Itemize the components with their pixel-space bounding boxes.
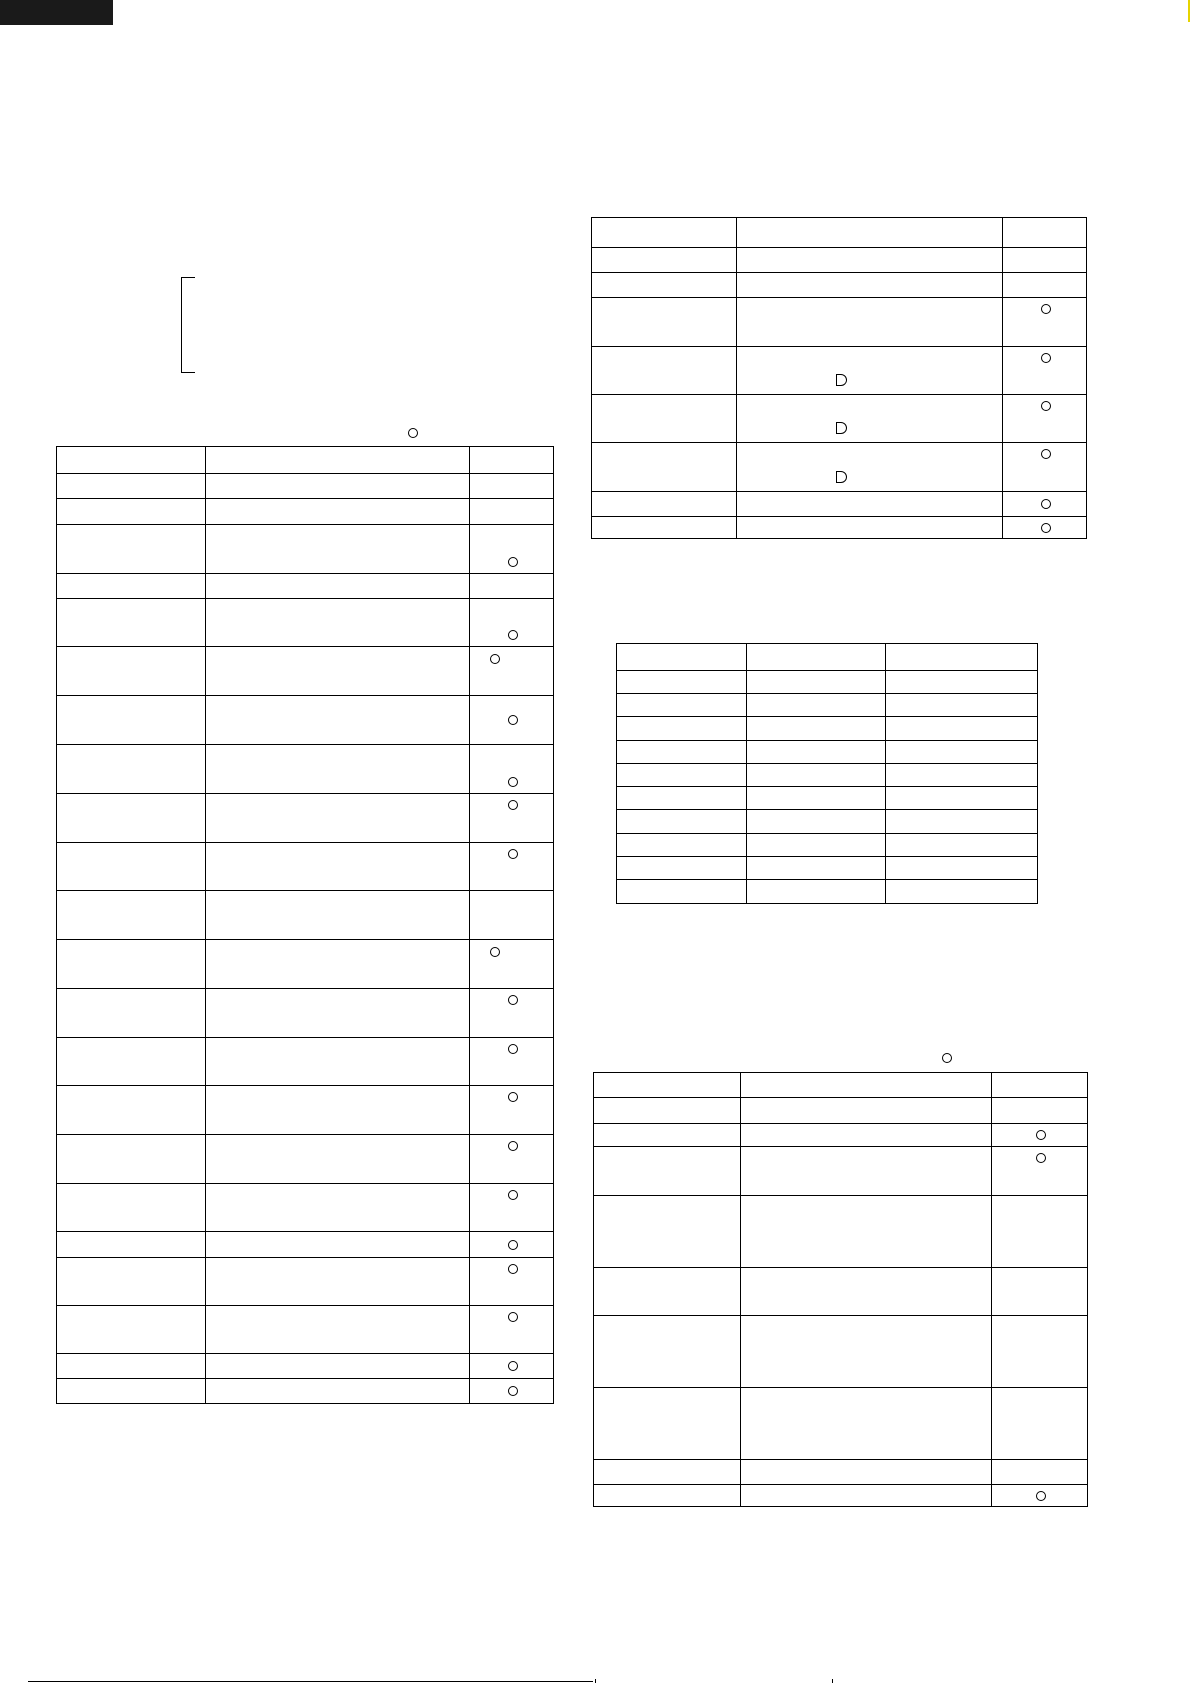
circle-icon: [1041, 523, 1051, 533]
table-row: [57, 1379, 554, 1404]
circle-icon: [1041, 401, 1051, 411]
table-row: [57, 696, 554, 745]
table-row: [594, 1460, 1088, 1485]
d-shape-icon: [836, 422, 847, 434]
table-row: [617, 644, 1038, 671]
table-row: [57, 474, 554, 499]
circle-icon: [1041, 353, 1051, 363]
table-row: [592, 248, 1087, 273]
circle-icon: [508, 1361, 518, 1371]
table-row: [57, 599, 554, 647]
table-row: [594, 1196, 1088, 1268]
header-tab-block: [0, 0, 113, 25]
circle-icon: [490, 947, 500, 957]
table-row: [617, 880, 1038, 904]
table-row: [594, 1073, 1088, 1098]
table-row: [57, 1038, 554, 1086]
circle-icon: [508, 800, 518, 810]
circle-icon: [508, 715, 518, 725]
table-row: [594, 1485, 1088, 1507]
circle-icon: [1036, 1130, 1046, 1140]
bracket-mark: [181, 277, 195, 373]
circle-icon: [508, 1386, 518, 1396]
bottom-tick: [832, 1679, 833, 1683]
circle-icon: [508, 630, 518, 640]
edge-accent-mark: [1188, 0, 1190, 22]
table-row: [617, 741, 1038, 764]
table-row: [57, 574, 554, 599]
circle-icon: [508, 557, 518, 567]
table-row: [617, 810, 1038, 834]
bottom-rule: [28, 1681, 593, 1682]
circle-icon: [942, 1053, 952, 1063]
table-row: [57, 447, 554, 474]
table-row: [592, 273, 1087, 298]
table-row: [57, 940, 554, 989]
table-row: [57, 1232, 554, 1258]
circle-icon: [1036, 1491, 1046, 1501]
table-row: [617, 717, 1038, 741]
d-shape-icon: [836, 374, 847, 386]
right-top-table: [591, 217, 1087, 539]
table-row: [617, 834, 1038, 857]
circle-icon: [1041, 304, 1051, 314]
circle-icon: [508, 995, 518, 1005]
table-row: [594, 1098, 1088, 1124]
circle-icon: [508, 1044, 518, 1054]
circle-icon: [508, 1141, 518, 1151]
circle-icon: [508, 1190, 518, 1200]
circle-icon: [508, 1240, 518, 1250]
table-row: [57, 1258, 554, 1306]
table-row: [57, 989, 554, 1038]
table-row: [594, 1388, 1088, 1460]
right-bottom-table: [593, 1072, 1088, 1507]
bottom-tick: [595, 1679, 596, 1683]
table-row: [57, 843, 554, 891]
table-row: [594, 1147, 1088, 1196]
table-row: [57, 525, 554, 574]
table-row: [57, 1184, 554, 1232]
table-row: [617, 764, 1038, 787]
table-row: [57, 1306, 554, 1354]
table-row: [57, 1086, 554, 1135]
table-row: [57, 891, 554, 940]
circle-icon: [490, 654, 500, 664]
circle-icon: [508, 1092, 518, 1102]
circle-icon: [508, 1312, 518, 1322]
circle-icon: [508, 849, 518, 859]
table-row: [594, 1268, 1088, 1316]
table-row: [617, 671, 1038, 694]
table-row: [592, 492, 1087, 517]
table-row: [592, 395, 1087, 443]
table-row: [57, 647, 554, 696]
circle-icon: [1041, 449, 1051, 459]
table-row: [592, 298, 1087, 347]
table-row: [617, 857, 1038, 880]
circle-icon: [408, 428, 418, 438]
table-row: [592, 218, 1087, 248]
middle-table: [616, 643, 1038, 904]
table-row: [592, 517, 1087, 539]
circle-icon: [1036, 1153, 1046, 1163]
table-row: [57, 499, 554, 525]
left-table: [56, 446, 554, 1404]
table-row: [57, 1354, 554, 1379]
table-row: [57, 745, 554, 794]
circle-icon: [508, 1264, 518, 1274]
table-row: [594, 1124, 1088, 1147]
table-row: [57, 794, 554, 843]
circle-icon: [508, 777, 518, 787]
table-row: [617, 787, 1038, 810]
table-row: [617, 694, 1038, 717]
table-row: [57, 1135, 554, 1184]
table-row: [592, 443, 1087, 492]
circle-icon: [1041, 499, 1051, 509]
table-row: [594, 1316, 1088, 1388]
d-shape-icon: [836, 471, 847, 483]
table-row: [592, 347, 1087, 395]
